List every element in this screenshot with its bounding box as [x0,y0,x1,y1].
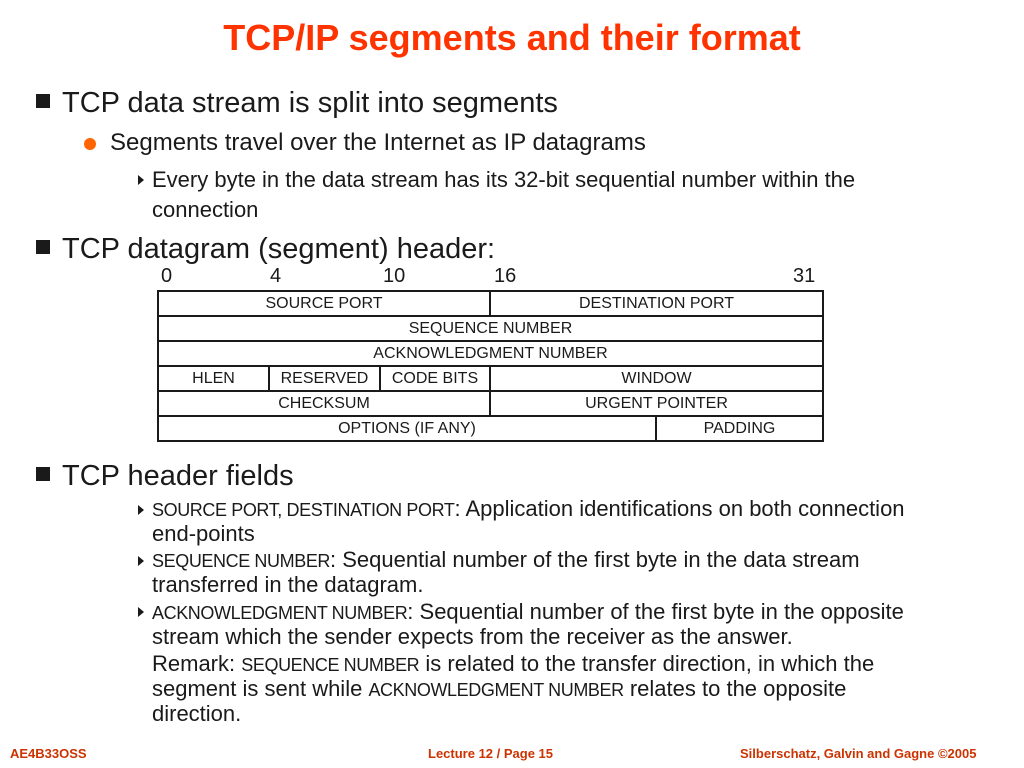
field-window: WINDOW [621,370,692,387]
header-row [159,392,822,417]
tcp-header-diagram [157,290,824,442]
field-sequence-number: SEQUENCE NUMBER [408,320,573,337]
square-bullet-icon [36,240,50,254]
remark-line2-suffix: relates to the opposite [623,676,847,701]
arrow-bullet-icon [138,607,144,617]
field-desc-sequence-line2: transferred in the datagram. [152,572,424,597]
bullet-byte-number-line2: connection [152,197,259,222]
field-name-sequence: SEQUENCE NUMBER [152,551,331,571]
header-row [159,317,822,342]
remark-name-sequence: SEQUENCE NUMBER [241,655,420,675]
bit-label-16: 16 [494,265,517,287]
arrow-bullet-icon [138,175,144,185]
bullet-header-title: TCP datagram (segment) header: [62,233,496,265]
header-row [159,417,822,440]
slide-title: TCP/IP segments and their format [223,17,801,58]
square-bullet-icon [36,94,50,108]
field-source-port: SOURCE PORT [159,292,491,315]
field-destination-port: DESTINATION PORT [579,295,734,312]
footer-copyright: Silberschatz, Galvin and Gagne ©2005 [740,746,977,761]
field-acknowledgment-number: ACKNOWLEDGMENT NUMBER [373,345,608,362]
field-padding: PADDING [703,420,776,437]
footer-course-code: AE4B33OSS [10,746,87,761]
remark-mid: is related to the transfer direction, in which the [419,651,875,676]
bit-label-10: 10 [383,265,406,287]
field-checksum: CHECKSUM [159,392,491,415]
remark-name-ack: ACKNOWLEDGMENT NUMBER [368,680,624,700]
field-urgent-pointer: URGENT POINTER [585,395,728,412]
bullet-byte-number-line1: Every byte in the data stream has its 32-bit sequential number within the [152,167,856,192]
bit-label-4: 4 [270,265,282,287]
field-desc-ack-line2: stream which the sender expects from the receiver as the answer. [152,624,793,649]
square-bullet-icon [36,467,50,481]
field-desc-ports [152,496,905,523]
field-name-ack: ACKNOWLEDGMENT NUMBER [152,603,408,623]
bit-label-0: 0 [161,265,173,287]
header-row [159,342,822,367]
header-row [159,367,822,392]
field-text-sequence: : Sequential number of the first byte in the data stream [330,547,860,572]
field-code-bits: CODE BITS [381,367,491,390]
field-text-ports: : Application identifications on both connection [454,496,905,521]
arrow-bullet-icon [138,556,144,566]
remark-line2-prefix: segment is sent while [152,676,369,701]
field-hlen: HLEN [159,367,270,390]
field-reserved: RESERVED [270,367,381,390]
remark-prefix: Remark: [152,651,242,676]
round-bullet-icon [84,138,96,150]
header-row [159,292,822,317]
field-desc-sequence [152,547,860,574]
bit-label-31: 31 [793,265,816,287]
field-text-ack: : Sequential number of the first byte in the opposite [407,599,904,624]
footer-page-number: Lecture 12 / Page 15 [428,746,554,761]
bullet-segments-travel: Segments travel over the Internet as IP datagrams [110,129,646,156]
arrow-bullet-icon [138,505,144,515]
remark-line2 [152,676,846,703]
bullet-header-fields: TCP header fields [62,460,294,492]
field-options: OPTIONS (IF ANY) [159,417,657,440]
field-name-ports: SOURCE PORT, DESTINATION PORT [152,500,455,520]
field-desc-ports-line2: end-points [152,521,255,546]
bullet-stream-split: TCP data stream is split into segments [62,87,558,119]
remark-line1 [152,651,874,678]
field-desc-ack [152,599,904,626]
remark-line3: direction. [152,701,242,726]
